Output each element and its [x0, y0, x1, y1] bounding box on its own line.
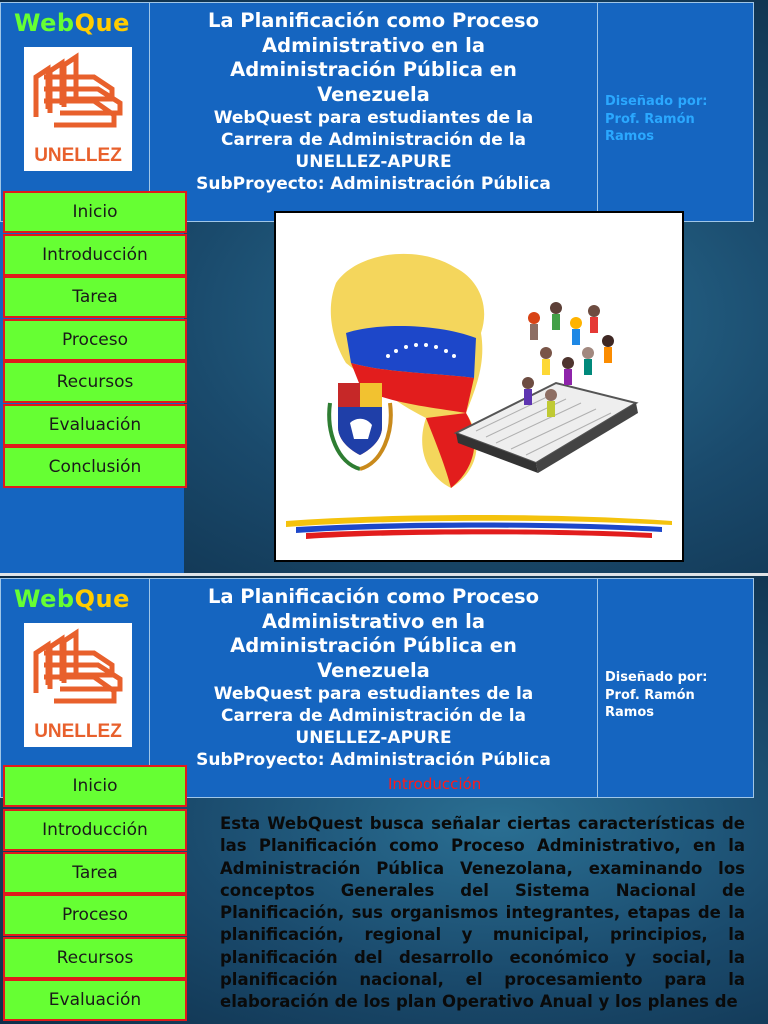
subtitle-line-3: UNELLEZ-APURE — [295, 728, 452, 748]
menu-item-tarea[interactable]: Tarea — [3, 276, 187, 318]
menu-item-introduccion[interactable]: Introducción — [3, 809, 187, 851]
menu-item-tarea[interactable]: Tarea — [3, 852, 187, 894]
subtitle-line-4: SubProyecto: Administración Pública — [196, 750, 551, 770]
subtitle-line-3: UNELLEZ-APURE — [295, 152, 452, 172]
designer-credit — [605, 93, 745, 146]
venezuela-map-book-image — [276, 213, 682, 560]
unellez-emblem-icon — [24, 623, 132, 721]
section-heading: Introducción — [388, 775, 482, 793]
designer-line-2: Prof. Ramón — [605, 687, 695, 703]
logo-cell — [1, 3, 150, 221]
header — [0, 2, 754, 222]
subtitle-line-1: WebQuest para estudiantes de la — [213, 684, 534, 704]
unellez-emblem-icon — [24, 47, 132, 145]
title-line-3: Administración Pública en — [230, 58, 517, 81]
nav-menu — [3, 765, 187, 1022]
menu-item-inicio[interactable]: Inicio — [3, 765, 187, 807]
brand-web: Web — [14, 585, 75, 613]
subtitle-line-1: WebQuest para estudiantes de la — [213, 108, 534, 128]
designer-line-2: Prof. Ramón — [605, 111, 695, 127]
subtitle-line-2: Carrera de Administración de la — [220, 706, 527, 726]
title-line-2: Administrativo en la — [262, 609, 485, 633]
title-line-1: La Planificación como Proceso — [207, 9, 540, 32]
subtitle-line-2: Carrera de Administración de la — [220, 130, 527, 150]
menu-item-evaluacion[interactable]: Evaluación — [3, 404, 187, 446]
menu-item-recursos[interactable]: Recursos — [3, 361, 187, 403]
menu-item-recursos[interactable]: Recursos — [3, 937, 187, 979]
brand-que: Que — [74, 9, 130, 37]
designer-line-1: Diseñado por: — [605, 670, 708, 685]
brand-web: Web — [14, 9, 75, 37]
title-line-1: La Planificación como Proceso — [207, 585, 540, 608]
title-line-4: Venezuela — [317, 658, 430, 682]
logo-name: UNELLEZ — [34, 145, 122, 166]
unellez-logo — [24, 623, 132, 747]
brand-que: Que — [74, 585, 130, 613]
logo-name: UNELLEZ — [34, 721, 122, 742]
menu-item-evaluacion[interactable]: Evaluación — [3, 979, 187, 1021]
title-line-4: Venezuela — [317, 82, 430, 106]
menu-item-proceso[interactable]: Proceso — [3, 319, 187, 361]
webquest-brand — [14, 585, 130, 613]
menu-item-inicio[interactable]: Inicio — [3, 191, 187, 233]
designer-credit — [605, 669, 745, 722]
designer-line-1: Diseñado por: — [605, 94, 708, 109]
title-cell — [150, 579, 598, 797]
venezuela-illustration — [274, 211, 684, 562]
menu-item-proceso[interactable]: Proceso — [3, 894, 187, 936]
menu-item-conclusion[interactable]: Conclusión — [3, 446, 187, 488]
title-line-2: Administrativo en la — [262, 33, 485, 57]
intro-paragraph: Esta WebQuest busca señalar ciertas características de las Planificación como Proceso Administrativo, en la Administración Pública Venezolana, examinando los conceptos Generales del Sistema Nacional de Planificación, sus organismos integrantes, etapas de la planificación, regional y municipal, principios, la planificación del desarrollo económico y social, la planificación nacional, el procesamiento para la elaboración de los plan Operativo Anual y los planes de — [220, 814, 745, 1012]
webquest-brand — [14, 9, 130, 37]
title-cell — [150, 3, 598, 221]
designer-line-3: Ramos — [605, 129, 654, 144]
slide-introduccion — [0, 576, 768, 1024]
designer-line-3: Ramos — [605, 705, 654, 720]
nav-menu — [3, 191, 187, 489]
unellez-logo — [24, 47, 132, 171]
title-line-3: Administración Pública en — [230, 634, 517, 657]
menu-item-introduccion[interactable]: Introducción — [3, 234, 187, 276]
subtitle-line-4: SubProyecto: Administración Pública — [196, 174, 551, 194]
